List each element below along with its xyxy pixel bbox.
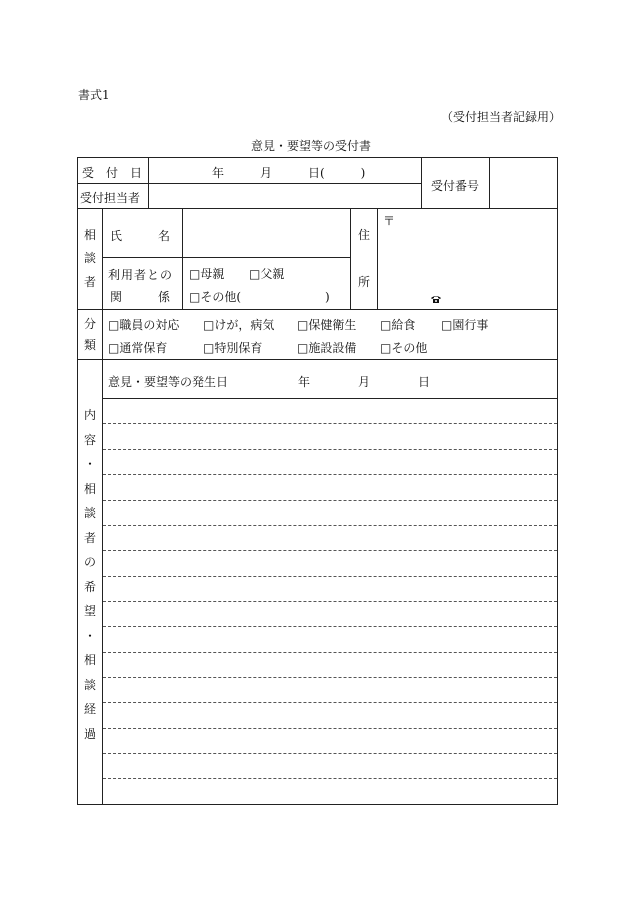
content-vertical-char: ・ bbox=[83, 628, 96, 643]
consultant-vertical-2: 談 bbox=[83, 251, 96, 265]
category-meals[interactable]: □給食 bbox=[380, 318, 416, 332]
content-line bbox=[103, 753, 557, 754]
relation-other-checkbox[interactable]: □その他( ) bbox=[189, 290, 330, 304]
reception-date-field[interactable]: 年 月 日( ) bbox=[212, 166, 366, 180]
content-line bbox=[103, 626, 557, 627]
form-id: 書式1 bbox=[78, 88, 110, 102]
category-regular-care[interactable]: □通常保育 bbox=[108, 341, 168, 355]
content-vertical-char: 容 bbox=[83, 432, 96, 447]
content-vertical-char: 内 bbox=[83, 408, 96, 422]
classification-vertical-2: 類 bbox=[83, 338, 96, 352]
content-vertical-char: 希 bbox=[83, 579, 96, 594]
reception-number-field[interactable] bbox=[492, 160, 554, 206]
consultant-vertical-3: 者 bbox=[83, 275, 96, 289]
phone-field[interactable] bbox=[446, 290, 552, 306]
content-vertical-char: 望 bbox=[83, 604, 96, 618]
content-vertical-char: 談 bbox=[83, 677, 96, 692]
category-school-events[interactable]: □園行事 bbox=[441, 318, 489, 332]
content-line bbox=[103, 525, 557, 526]
category-staff-response[interactable]: □職員の対応 bbox=[108, 318, 180, 332]
category-other[interactable]: □その他 bbox=[380, 341, 428, 355]
category-injury-illness[interactable]: □けが，病気 bbox=[203, 318, 275, 332]
reception-staff-label: 受付担当者 bbox=[80, 191, 141, 205]
content-line bbox=[103, 449, 557, 450]
document-title: 意見・要望等の受付書 bbox=[250, 139, 371, 153]
relation-label-line1: 利用者との bbox=[108, 268, 174, 282]
content-line bbox=[103, 474, 557, 475]
content-vertical-char: 相 bbox=[83, 481, 96, 496]
content-line bbox=[103, 423, 557, 424]
occurrence-date-field[interactable]: 年 月 日 bbox=[298, 375, 431, 389]
content-vertical-char: 経 bbox=[83, 702, 96, 716]
address-field[interactable] bbox=[381, 226, 553, 286]
phone-icon bbox=[430, 293, 442, 307]
content-vertical-char: ・ bbox=[83, 457, 96, 471]
content-line bbox=[103, 728, 557, 729]
reception-date-label: 受 付 日 bbox=[82, 166, 143, 180]
reception-staff-field[interactable] bbox=[152, 186, 418, 206]
content-line bbox=[103, 550, 557, 551]
name-label: 氏 名 bbox=[110, 229, 171, 243]
content-line bbox=[103, 702, 557, 703]
address-label-2: 所 bbox=[357, 275, 370, 289]
relation-mother-checkbox[interactable]: □母親 bbox=[189, 267, 225, 281]
content-line bbox=[103, 677, 557, 678]
content-line bbox=[103, 500, 557, 501]
relation-father-checkbox[interactable]: □父親 bbox=[249, 267, 285, 281]
name-field[interactable] bbox=[186, 212, 346, 254]
content-vertical-char: 相 bbox=[83, 653, 96, 667]
reception-number-label: 受付番号 bbox=[431, 179, 480, 193]
content-line bbox=[103, 601, 557, 602]
recorder-note: （受付担当者記録用） bbox=[441, 110, 562, 124]
content-vertical-char: 談 bbox=[83, 506, 96, 520]
address-label-1: 住 bbox=[357, 228, 370, 242]
content-vertical-char: 過 bbox=[83, 726, 96, 741]
content-vertical-char: 者 bbox=[83, 530, 96, 545]
consultant-vertical-1: 相 bbox=[83, 228, 96, 242]
content-vertical-char: の bbox=[83, 555, 96, 569]
category-health-hygiene[interactable]: □保健衛生 bbox=[297, 318, 357, 332]
category-special-care[interactable]: □特別保育 bbox=[203, 341, 263, 355]
relation-label-line2: 関 係 bbox=[110, 290, 171, 304]
category-facilities[interactable]: □施設設備 bbox=[297, 341, 357, 355]
content-line bbox=[103, 576, 557, 577]
content-line bbox=[103, 778, 557, 779]
postal-mark: 〒 bbox=[383, 214, 396, 228]
occurrence-date-label: 意見・要望等の発生日 bbox=[108, 375, 229, 389]
content-line bbox=[103, 652, 557, 653]
classification-vertical-1: 分 bbox=[83, 317, 96, 331]
